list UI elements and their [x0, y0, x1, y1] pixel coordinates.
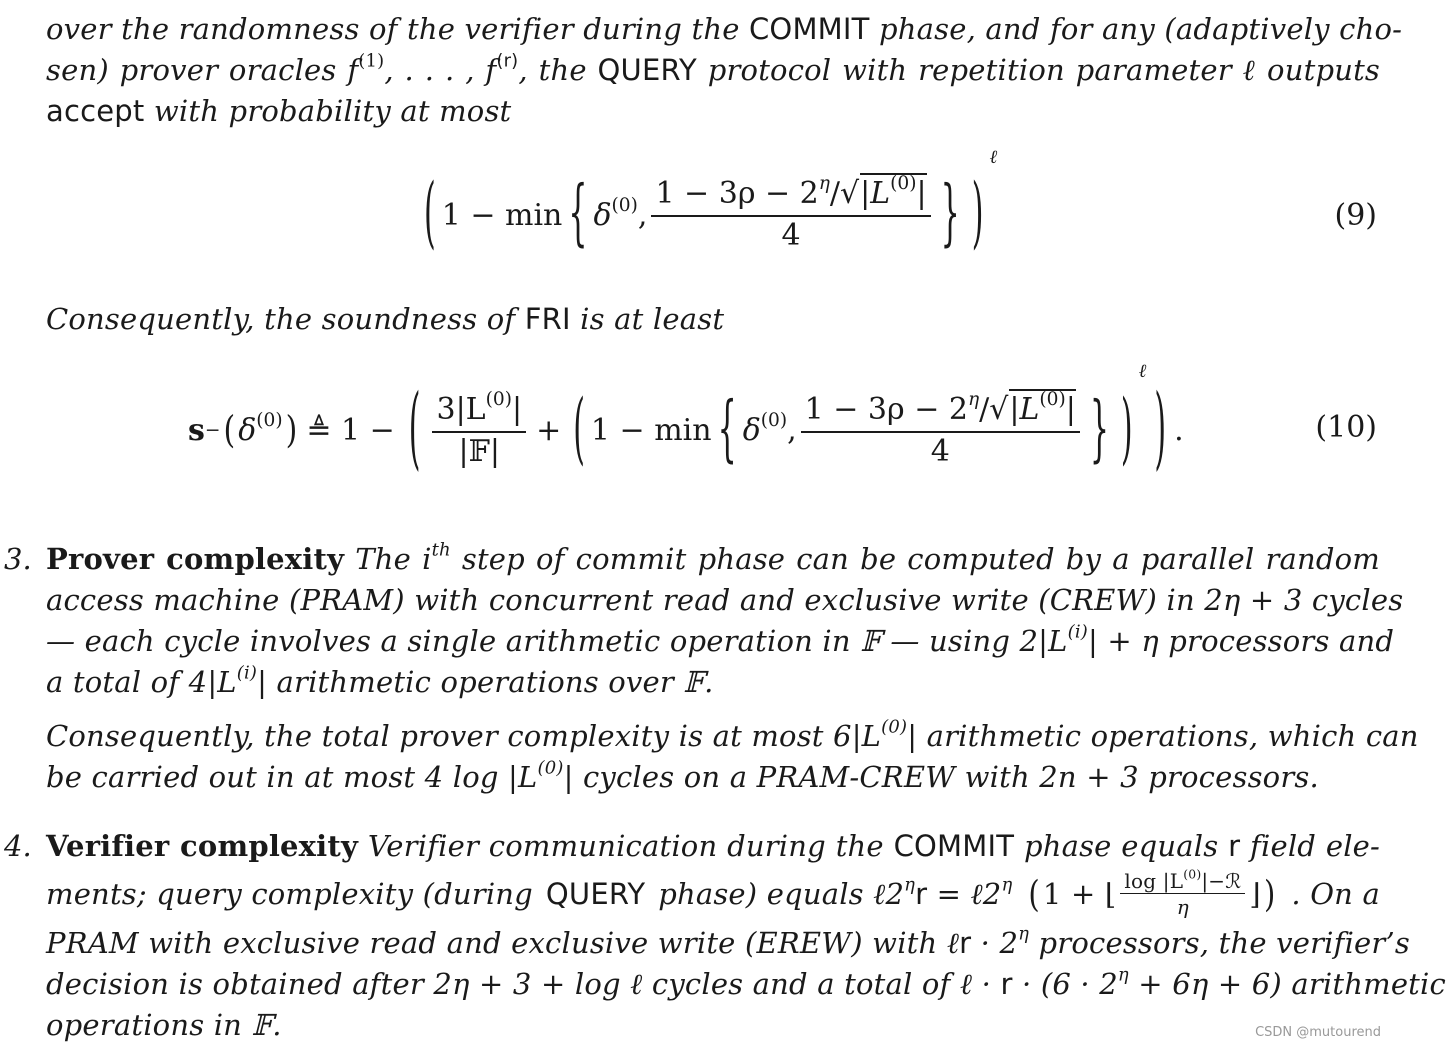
- item4-line-5: operations in 𝔽.: [46, 1008, 282, 1042]
- eq10-fraction-rate: $\frac{1 - 3\rho - 2^\eta/√|L^{(0)}|}{4}$: [801, 393, 1080, 469]
- eq9-fraction: $\frac{1 - 3\rho - 2^\eta/√|L^{(0)}|}{4}$: [651, 177, 930, 253]
- prover-complexity-heading: Prover complexity: [46, 542, 345, 576]
- item3-para2-line-2: be carried out in at most 4 $\log |L^{(0)}|$ cycles on a PRAM-CREW with 2n + 3 processors.: [46, 757, 1319, 794]
- equation-9: ( 1 − min { $\delta^{(0)}$, $\frac{1 - 3\rho - 2^\eta/√|L^{(0)}|}{4}$ } ) ℓ: [424, 147, 998, 260]
- list-number-3: 3.: [4, 542, 32, 576]
- equation-10: s − ( $\delta^{(0)}$ ) ≜ 1 − ( $\frac{3|L^{(0)}|}{\text{|𝔽|}}$ + ( 1 − min { $\delta^{(0)}$, $\frac{1 - 3\rho - 2^\eta/√|L^{(0)}|}{4}$ } ) ℓ ) .: [188, 361, 1184, 482]
- accept-keyword: accept: [46, 94, 145, 128]
- eq10-fraction-field: $\frac{3|L^{(0)}|}{\text{|𝔽|}}$: [432, 393, 526, 469]
- commit-keyword: COMMIT: [748, 12, 870, 46]
- intro-line-2: sen) prover oracles $f^{(1)}$, . . . , $f^{(r)}$, the QUERY protocol with repetition parameter ℓ outputs: [46, 50, 1381, 87]
- fri-keyword: FRI: [524, 302, 571, 336]
- item3-line-2: access machine (PRAM) with concurrent read and exclusive write (CREW) in 2η + 3 cycles: [46, 583, 1404, 617]
- item4-line-4: decision is obtained after 2η + 3 + log ℓ cycles and a total of ℓ · $r \cdot (6 \cdot 2^\eta + 6\eta + 6)$ arithmetic: [46, 964, 1446, 1001]
- intro-line-3: accept with probability at most: [46, 94, 512, 128]
- equation-number-9: (9): [1334, 198, 1377, 233]
- item4-line-1: Verifier complexity Verifier communication during the COMMIT phase equals r field ele-: [46, 829, 1381, 863]
- csdn-watermark: CSDN @mutourend: [1255, 1025, 1381, 1040]
- intro-line-1: over the randomness of the verifier during the COMMIT phase, and for any (adaptively cho-: [46, 12, 1403, 46]
- query-keyword: QUERY: [597, 53, 697, 87]
- item3-para2-line-1: Consequently, the total prover complexity is at most $6|L^{(0)}|$ arithmetic operations, which can: [46, 716, 1419, 753]
- item3-line-1: Prover complexity The $i^{th}$ step of commit phase can be computed by a parallel random: [46, 539, 1380, 576]
- verifier-complexity-heading: Verifier complexity: [46, 829, 359, 863]
- item4-line-3: PRAM with exclusive read and exclusive write (EREW) with ℓr · $2^\eta$ processors, the verifier’s: [46, 923, 1410, 960]
- log-fraction: $\frac{\log |L^{(0)}|-ℛ}{\eta}$: [1120, 870, 1245, 918]
- item3-line-4: a total of $4|L^{(i)}|$ arithmetic operations over 𝔽.: [46, 662, 714, 699]
- item4-line-2: ments; query complexity (during QUERY phase) equals $\ell 2^\eta r$ = $\ell 2^\eta$ ( 1 + ⌊ $\frac{\log |L^{(0)}|-ℛ}{\eta}$ ⌋ ) . On a: [46, 866, 1380, 919]
- item3-line-3: — each cycle involves a single arithmetic operation in 𝔽 — using $2|L^{(i)}| + \eta$ processors and: [46, 621, 1395, 658]
- list-number-4: 4.: [4, 829, 32, 863]
- equation-number-10: (10): [1315, 410, 1377, 445]
- soundness-line: Consequently, the soundness of FRI is at least: [46, 302, 725, 336]
